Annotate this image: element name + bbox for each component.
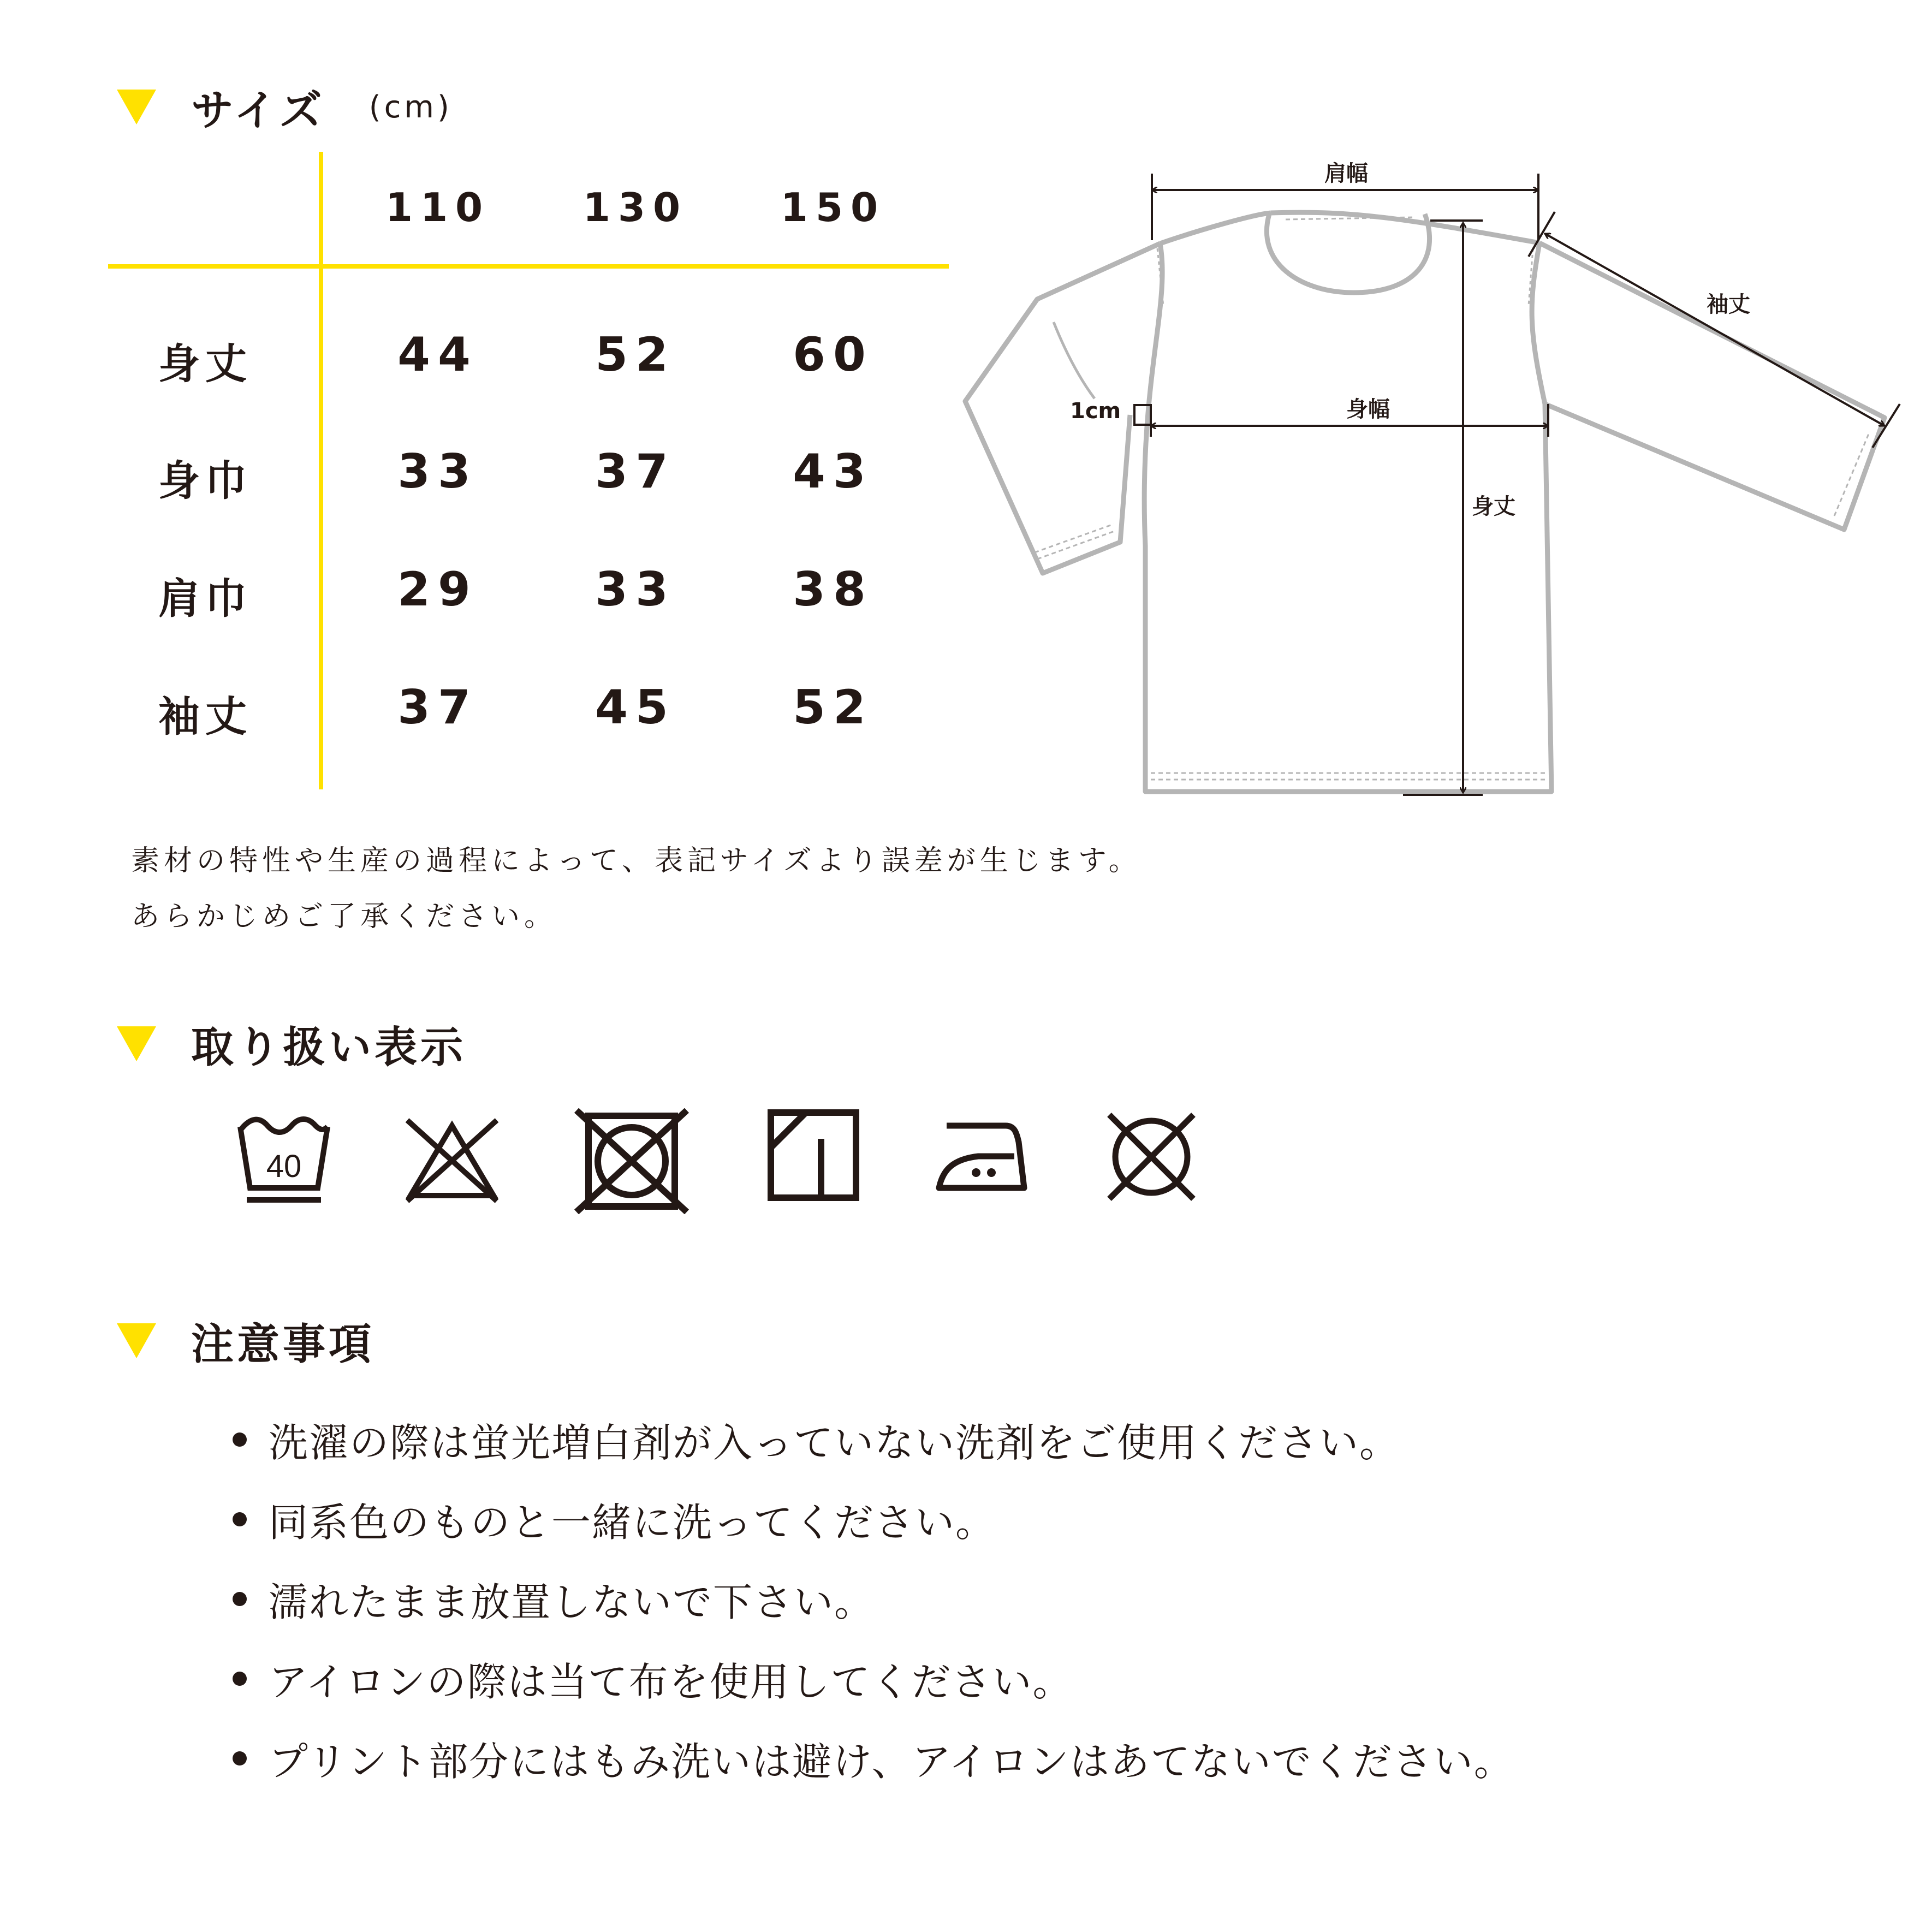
table-cell: 29	[397, 562, 478, 617]
note-text: 同系色のものと一緒に洗ってください。	[269, 1500, 996, 1545]
heading-marker-icon	[117, 1026, 156, 1061]
no-bleach-icon	[404, 1116, 500, 1203]
chest-label: 身幅	[1346, 397, 1390, 422]
row-label-shoulder: 肩巾	[158, 574, 252, 623]
size-unit: (cm)	[368, 89, 453, 125]
list-item	[233, 1655, 1514, 1705]
table-cell: 52	[793, 680, 873, 735]
bullet-icon	[233, 1751, 247, 1765]
column-header-130: 130	[582, 185, 688, 230]
table-cell: 37	[397, 680, 478, 735]
table-cell: 33	[595, 562, 676, 617]
note-text: アイロンの際は当て布を使用してください。	[269, 1659, 1073, 1705]
row-label-length: 身丈	[158, 340, 252, 388]
care-heading	[117, 1013, 466, 1074]
list-item	[233, 1735, 1514, 1785]
list-item	[233, 1496, 1514, 1543]
column-header-150: 150	[780, 185, 886, 230]
column-header-110: 110	[385, 185, 491, 230]
row-label-chest: 身巾	[158, 456, 252, 505]
no-tumble-dry-icon	[573, 1108, 690, 1214]
disclaimer-line-1: 素材の特性や生産の過程によって、表記サイズより誤差が生じます。	[131, 845, 1142, 877]
table-cell: 33	[397, 444, 478, 499]
table-cell: 45	[595, 680, 676, 735]
list-item	[233, 1576, 1514, 1625]
row-label-sleeve: 袖丈	[158, 692, 252, 741]
heading-marker-icon	[117, 1323, 156, 1358]
note-text: 濡れたまま放置しないで下さい。	[269, 1579, 875, 1625]
notes-heading-text: 注意事項	[191, 1320, 375, 1369]
table-cell: 38	[793, 562, 873, 617]
care-heading-text: 取り扱い表示	[191, 1023, 467, 1072]
size-heading-text: サイズ	[191, 86, 325, 135]
list-item	[233, 1416, 1514, 1466]
bullet-icon	[233, 1592, 247, 1606]
notes-heading	[117, 1310, 374, 1371]
disclaimer-line-2: あらかじめご了承ください。	[131, 900, 557, 933]
table-cell: 52	[595, 328, 676, 382]
wash-40-icon	[236, 1114, 332, 1204]
notes-list	[233, 1416, 1514, 1785]
dry-flat-shade-icon	[766, 1108, 860, 1202]
iron-medium-icon	[935, 1120, 1030, 1192]
sleeve-label: 袖丈	[1707, 292, 1750, 317]
offset-label: 1cm	[1070, 399, 1121, 424]
bullet-icon	[233, 1672, 247, 1686]
length-label: 身丈	[1472, 494, 1515, 519]
table-cell: 60	[793, 328, 873, 382]
wash-temperature: 40	[266, 1149, 302, 1184]
table-cell: 43	[793, 444, 873, 499]
shirt-diagram	[0, 0, 1932, 819]
table-cell: 44	[397, 328, 478, 382]
no-dry-clean-icon	[1105, 1110, 1198, 1203]
bullet-icon	[233, 1512, 247, 1526]
note-text: プリント部分にはもみ洗いは避け、アイロンはあてないでください。	[269, 1739, 1514, 1785]
note-text: 洗濯の際は蛍光増白剤が入っていない洗剤をご使用ください。	[269, 1420, 1400, 1466]
bullet-icon	[233, 1432, 247, 1447]
table-cell: 37	[595, 444, 676, 499]
shoulder-label: 肩幅	[1324, 161, 1368, 186]
